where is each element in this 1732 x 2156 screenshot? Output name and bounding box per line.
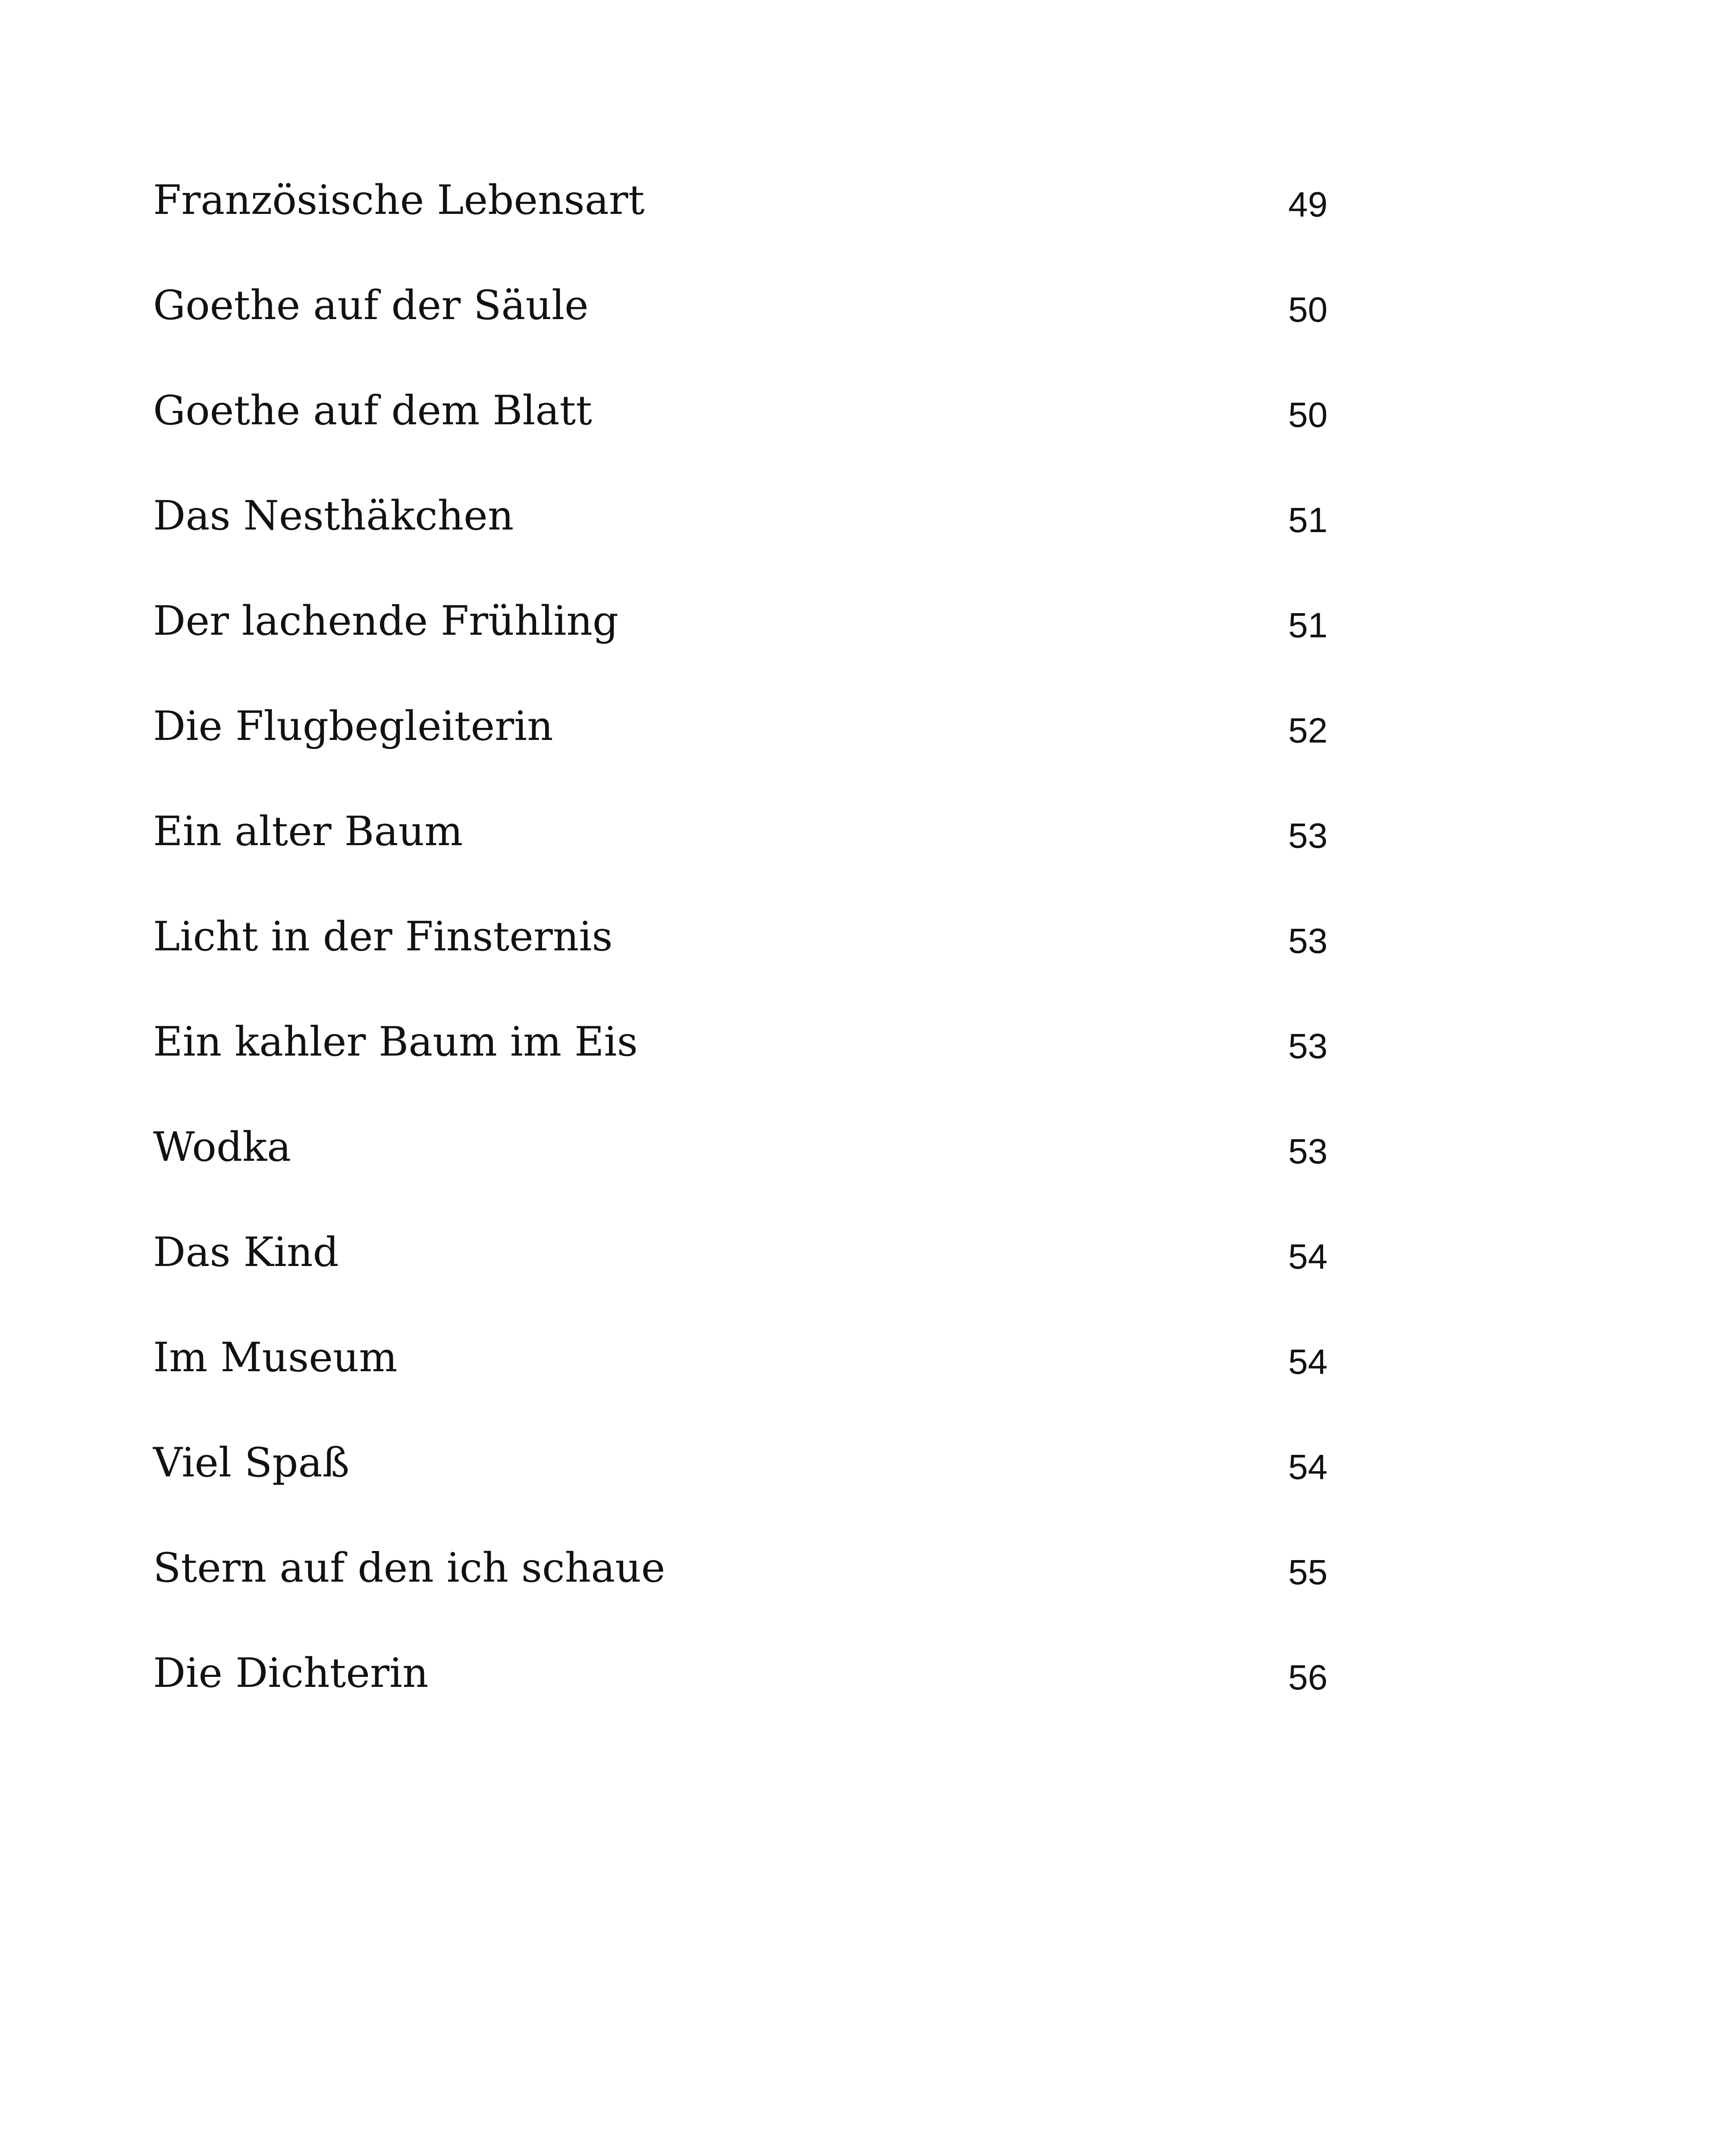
toc-entry-title: Stern auf den ich schaue <box>153 1545 665 1592</box>
toc-entry-page-number: 53 <box>1288 1132 1328 1171</box>
toc-entry-page-number: 54 <box>1288 1342 1328 1382</box>
toc-entry <box>153 278 1361 383</box>
toc-entry <box>153 1225 1361 1330</box>
toc-entry-title: Viel Spaß <box>153 1439 350 1486</box>
toc-entry-title: Licht in der Finsternis <box>153 913 613 960</box>
toc-entry <box>153 1330 1361 1435</box>
toc-entry-page-number: 54 <box>1288 1448 1328 1487</box>
toc-entry-page-number: 49 <box>1288 185 1328 224</box>
toc-entry-page-number: 53 <box>1288 921 1328 961</box>
toc-entry-title: Die Dichterin <box>153 1650 429 1697</box>
toc-entry-page-number: 56 <box>1288 1658 1328 1697</box>
toc-entry-title: Ein alter Baum <box>153 808 463 855</box>
toc-entry <box>153 1119 1361 1225</box>
toc-entry <box>153 1014 1361 1119</box>
toc-entry-title: Das Nesthäkchen <box>153 492 514 539</box>
toc-entry <box>153 383 1361 488</box>
toc-entry <box>153 593 1361 699</box>
toc-entry <box>153 699 1361 804</box>
toc-entry-page-number: 51 <box>1288 501 1328 540</box>
toc-entry-title: Der lachende Frühling <box>153 598 619 645</box>
toc-entry <box>153 909 1361 1014</box>
toc-entry <box>153 172 1361 278</box>
toc-entry <box>153 488 1361 593</box>
toc-entry-page-number: 50 <box>1288 290 1328 329</box>
toc-entry-page-number: 55 <box>1288 1553 1328 1592</box>
toc-entry-title: Goethe auf der Säule <box>153 282 589 329</box>
toc-entry <box>153 804 1361 909</box>
toc-entry-page-number: 53 <box>1288 816 1328 856</box>
toc-entry-title: Ein kahler Baum im Eis <box>153 1018 638 1065</box>
toc-entry-page-number: 52 <box>1288 711 1328 750</box>
toc-entry-title: Französische Lebensart <box>153 177 645 224</box>
toc-entry-title: Das Kind <box>153 1229 339 1276</box>
toc-entry <box>153 1645 1361 1751</box>
toc-entry <box>153 1540 1361 1645</box>
toc-entry-title: Im Museum <box>153 1334 398 1381</box>
toc-entry-page-number: 51 <box>1288 606 1328 645</box>
toc-entry-page-number: 53 <box>1288 1027 1328 1066</box>
toc-entry-page-number: 54 <box>1288 1237 1328 1276</box>
toc-entry-page-number: 50 <box>1288 395 1328 435</box>
toc-entry-title: Wodka <box>153 1124 292 1171</box>
toc-entry-title: Goethe auf dem Blatt <box>153 387 592 434</box>
toc-entry <box>153 1435 1361 1540</box>
table-of-contents <box>153 172 1361 1751</box>
toc-entry-title: Die Flugbegleiterin <box>153 703 553 750</box>
